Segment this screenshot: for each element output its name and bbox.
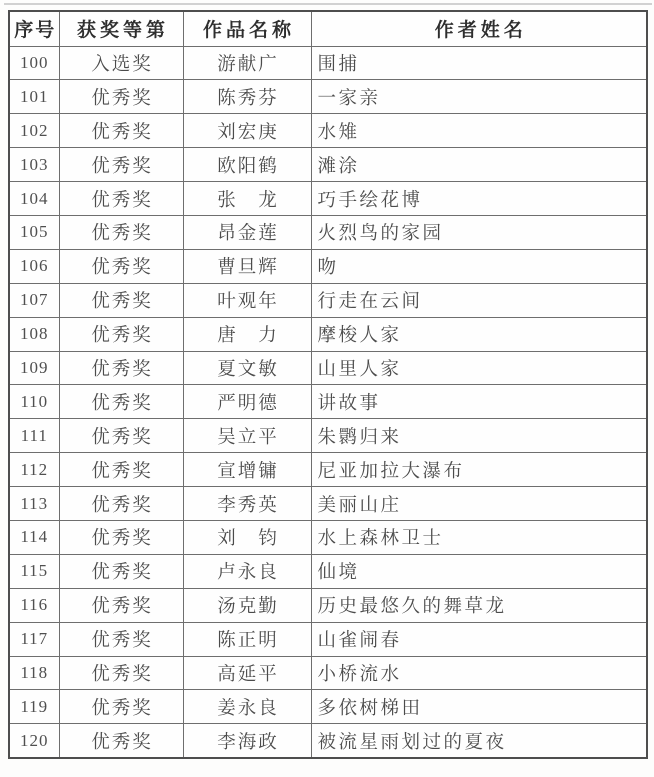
cell-person-name: 刘 钧 bbox=[183, 520, 311, 554]
cell-award-grade: 优秀奖 bbox=[59, 114, 183, 148]
cell-serial-number: 108 bbox=[9, 317, 59, 351]
cell-work-title: 仙境 bbox=[311, 554, 647, 588]
scan-artifact-line bbox=[4, 3, 652, 5]
cell-person-name: 曹旦辉 bbox=[183, 249, 311, 283]
cell-serial-number: 113 bbox=[9, 487, 59, 521]
header-author-name: 作者姓名 bbox=[311, 11, 647, 46]
table-row bbox=[9, 148, 647, 182]
cell-person-name: 陈秀芬 bbox=[183, 80, 311, 114]
cell-serial-number: 111 bbox=[9, 419, 59, 453]
cell-serial-number: 119 bbox=[9, 690, 59, 724]
cell-serial-number: 101 bbox=[9, 80, 59, 114]
cell-work-title: 美丽山庄 bbox=[311, 487, 647, 521]
cell-serial-number: 116 bbox=[9, 588, 59, 622]
cell-serial-number: 105 bbox=[9, 215, 59, 249]
cell-serial-number: 106 bbox=[9, 249, 59, 283]
table-body bbox=[9, 46, 647, 758]
cell-award-grade: 优秀奖 bbox=[59, 385, 183, 419]
cell-award-grade: 优秀奖 bbox=[59, 554, 183, 588]
cell-work-title: 水上森林卫士 bbox=[311, 520, 647, 554]
cell-work-title: 历史最悠久的舞草龙 bbox=[311, 588, 647, 622]
cell-award-grade: 优秀奖 bbox=[59, 419, 183, 453]
table-row bbox=[9, 622, 647, 656]
cell-award-grade: 优秀奖 bbox=[59, 351, 183, 385]
table-row bbox=[9, 487, 647, 521]
cell-person-name: 李海政 bbox=[183, 724, 311, 758]
table-row bbox=[9, 724, 647, 758]
cell-award-grade: 优秀奖 bbox=[59, 622, 183, 656]
table-row bbox=[9, 656, 647, 690]
cell-award-grade: 优秀奖 bbox=[59, 283, 183, 317]
cell-award-grade: 优秀奖 bbox=[59, 656, 183, 690]
cell-award-grade: 优秀奖 bbox=[59, 80, 183, 114]
table-row bbox=[9, 182, 647, 216]
cell-award-grade: 优秀奖 bbox=[59, 724, 183, 758]
cell-person-name: 昂金莲 bbox=[183, 215, 311, 249]
awards-table bbox=[8, 10, 648, 759]
table-row bbox=[9, 80, 647, 114]
cell-serial-number: 104 bbox=[9, 182, 59, 216]
cell-work-title: 行走在云间 bbox=[311, 283, 647, 317]
cell-person-name: 夏文敏 bbox=[183, 351, 311, 385]
cell-person-name: 高延平 bbox=[183, 656, 311, 690]
cell-work-title: 讲故事 bbox=[311, 385, 647, 419]
cell-award-grade: 优秀奖 bbox=[59, 453, 183, 487]
cell-person-name: 叶观年 bbox=[183, 283, 311, 317]
table-row bbox=[9, 588, 647, 622]
cell-serial-number: 102 bbox=[9, 114, 59, 148]
cell-award-grade: 优秀奖 bbox=[59, 317, 183, 351]
cell-award-grade: 优秀奖 bbox=[59, 182, 183, 216]
cell-person-name: 欧阳鹤 bbox=[183, 148, 311, 182]
cell-serial-number: 114 bbox=[9, 520, 59, 554]
cell-work-title: 水雉 bbox=[311, 114, 647, 148]
cell-award-grade: 优秀奖 bbox=[59, 249, 183, 283]
header-row bbox=[9, 11, 647, 46]
cell-award-grade: 优秀奖 bbox=[59, 690, 183, 724]
table-row bbox=[9, 351, 647, 385]
cell-work-title: 摩梭人家 bbox=[311, 317, 647, 351]
cell-serial-number: 109 bbox=[9, 351, 59, 385]
cell-award-grade: 优秀奖 bbox=[59, 588, 183, 622]
cell-serial-number: 115 bbox=[9, 554, 59, 588]
cell-serial-number: 107 bbox=[9, 283, 59, 317]
cell-serial-number: 100 bbox=[9, 46, 59, 80]
cell-serial-number: 118 bbox=[9, 656, 59, 690]
cell-work-title: 一家亲 bbox=[311, 80, 647, 114]
cell-work-title: 火烈鸟的家园 bbox=[311, 215, 647, 249]
table-row bbox=[9, 317, 647, 351]
cell-work-title: 多依树梯田 bbox=[311, 690, 647, 724]
cell-work-title: 山里人家 bbox=[311, 351, 647, 385]
table-row bbox=[9, 114, 647, 148]
cell-person-name: 严明德 bbox=[183, 385, 311, 419]
cell-person-name: 卢永良 bbox=[183, 554, 311, 588]
cell-person-name: 张 龙 bbox=[183, 182, 311, 216]
cell-award-grade: 优秀奖 bbox=[59, 215, 183, 249]
cell-work-title: 围捕 bbox=[311, 46, 647, 80]
cell-work-title: 巧手绘花博 bbox=[311, 182, 647, 216]
table-row bbox=[9, 690, 647, 724]
cell-person-name: 刘宏庚 bbox=[183, 114, 311, 148]
cell-serial-number: 103 bbox=[9, 148, 59, 182]
cell-serial-number: 110 bbox=[9, 385, 59, 419]
cell-work-title: 滩涂 bbox=[311, 148, 647, 182]
table-row bbox=[9, 385, 647, 419]
cell-serial-number: 112 bbox=[9, 453, 59, 487]
cell-work-title: 山雀闹春 bbox=[311, 622, 647, 656]
cell-award-grade: 优秀奖 bbox=[59, 487, 183, 521]
table-row bbox=[9, 554, 647, 588]
cell-work-title: 小桥流水 bbox=[311, 656, 647, 690]
cell-person-name: 吴立平 bbox=[183, 419, 311, 453]
cell-serial-number: 120 bbox=[9, 724, 59, 758]
table-row bbox=[9, 46, 647, 80]
cell-award-grade: 优秀奖 bbox=[59, 148, 183, 182]
cell-award-grade: 优秀奖 bbox=[59, 520, 183, 554]
cell-person-name: 姜永良 bbox=[183, 690, 311, 724]
table-row bbox=[9, 520, 647, 554]
cell-work-title: 吻 bbox=[311, 249, 647, 283]
table-row bbox=[9, 283, 647, 317]
cell-person-name: 游献广 bbox=[183, 46, 311, 80]
cell-person-name: 陈正明 bbox=[183, 622, 311, 656]
cell-work-title: 被流星雨划过的夏夜 bbox=[311, 724, 647, 758]
cell-person-name: 宣增镛 bbox=[183, 453, 311, 487]
cell-person-name: 李秀英 bbox=[183, 487, 311, 521]
cell-award-grade: 入选奖 bbox=[59, 46, 183, 80]
header-serial-number: 序号 bbox=[9, 11, 59, 46]
table-row bbox=[9, 215, 647, 249]
header-award-grade: 获奖等第 bbox=[59, 11, 183, 46]
cell-work-title: 朱鹮归来 bbox=[311, 419, 647, 453]
table-row bbox=[9, 419, 647, 453]
table-row bbox=[9, 249, 647, 283]
table-header bbox=[9, 11, 647, 46]
cell-work-title: 尼亚加拉大瀑布 bbox=[311, 453, 647, 487]
table-row bbox=[9, 453, 647, 487]
header-work-title: 作品名称 bbox=[183, 11, 311, 46]
cell-serial-number: 117 bbox=[9, 622, 59, 656]
cell-person-name: 唐 力 bbox=[183, 317, 311, 351]
cell-person-name: 汤克勤 bbox=[183, 588, 311, 622]
